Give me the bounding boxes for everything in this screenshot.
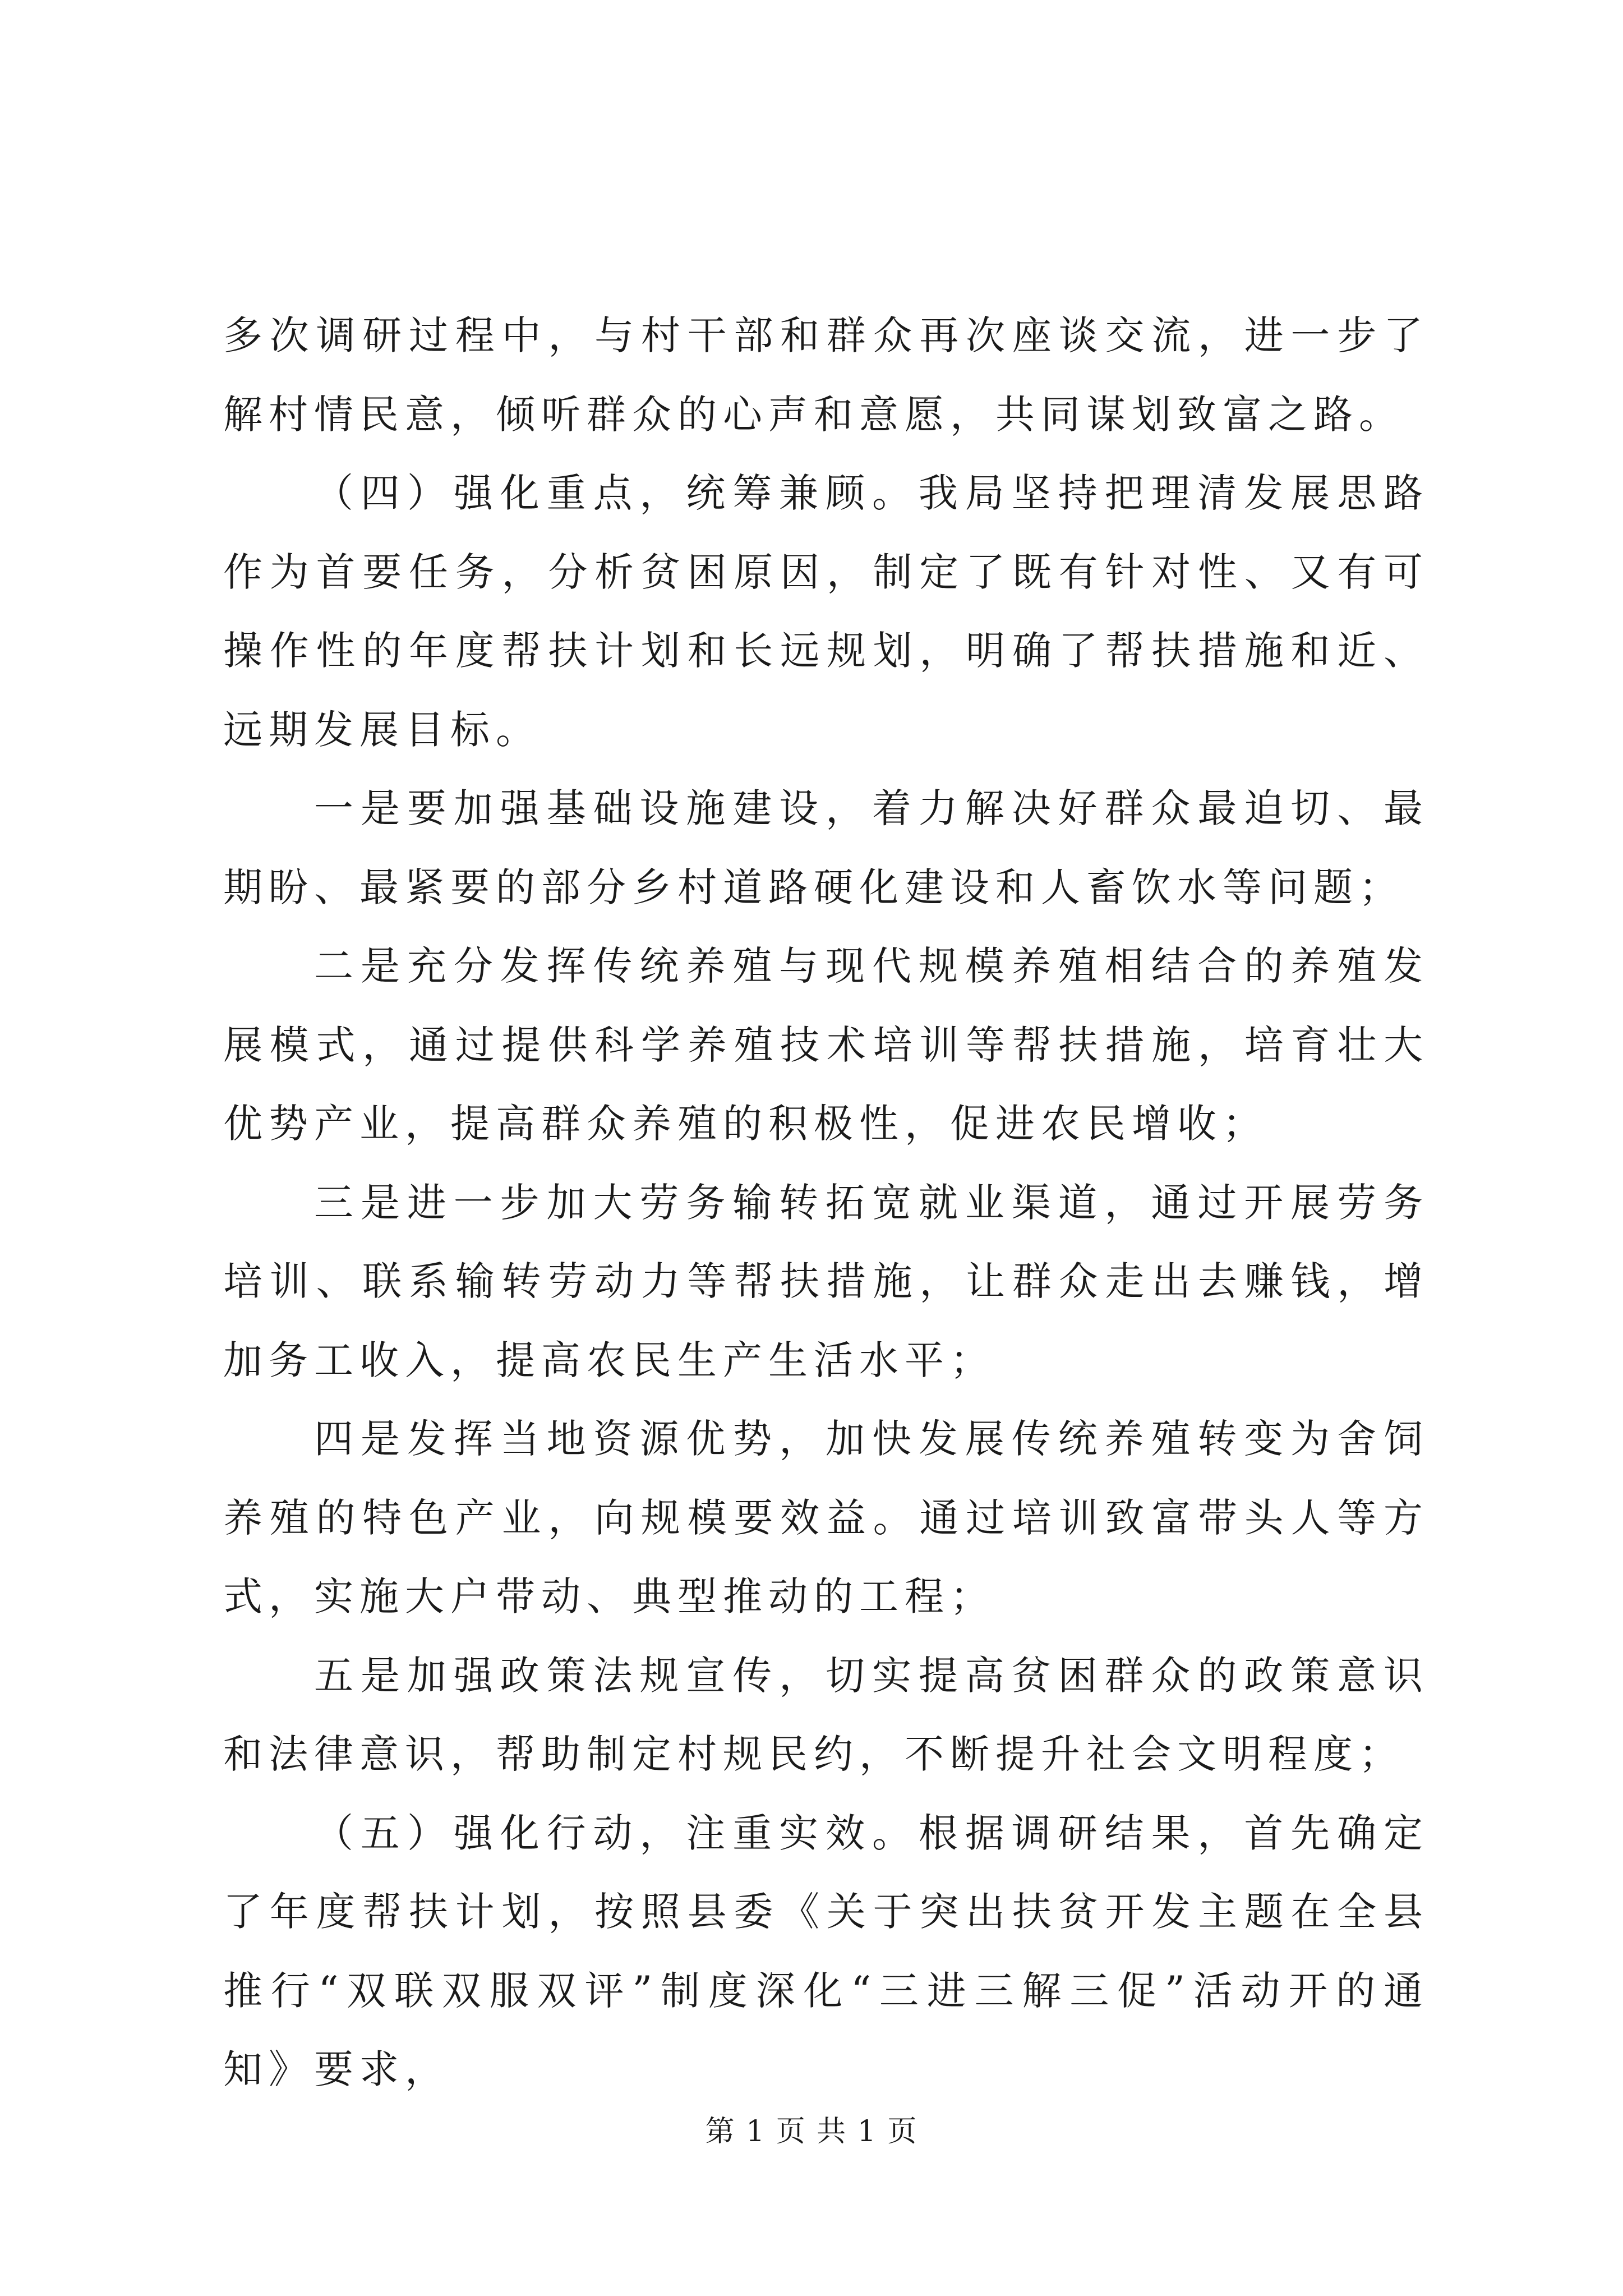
paragraph-item-three: 三是进一步加大劳务输转拓宽就业渠道，通过开展劳务培训、联系输转劳动力等帮扶措施，让群众走出去赚钱，增加务工收入，提高农民生产生活水平； [223, 1179, 1429, 1383]
paragraph-item-four: 四是发挥当地资源优势，加快发展传统养殖转变为舍饲养殖的特色产业，向规模要效益。通过培训致富带头人等方式，实施大户带动、典型推动的工程； [223, 1416, 1429, 1619]
paragraph-item-two: 二是充分发挥传统养殖与现代规模养殖相结合的养殖发展模式，通过提供科学养殖技术培训等帮扶措施，培育壮大优势产业，提高群众养殖的积极性，促进农民增收； [223, 943, 1429, 1147]
paragraph-continuation: 多次调研过程中，与村干部和群众再次座谈交流，进一步了解村情民意，倾听群众的心声和意愿，共同谋划致富之路。 [223, 312, 1429, 438]
page-number-footer: 第 1 页 共 1 页 [705, 2115, 918, 2148]
paragraph-item-five: 五是加强政策法规宣传，切实提高贫困群众的政策意识和法律意识，帮助制定村规民约，不断提升社会文明程度； [223, 1652, 1429, 1777]
paragraph-section-four: （四）强化重点，统筹兼顾。我局坚持把理清发展思路作为首要任务，分析贫困原因，制定了既有针对性、又有可操作性的年度帮扶计划和长远规划，明确了帮扶措施和近、远期发展目标。 [223, 470, 1429, 753]
paragraph-item-one: 一是要加强基础设施建设，着力解决好群众最迫切、最期盼、最紧要的部分乡村道路硬化建设和人畜饮水等问题； [223, 785, 1429, 910]
paragraph-section-five: （五）强化行动，注重实效。根据调研结果，首先确定了年度帮扶计划，按照县委《关于突出扶贫开发主题在全县推行“双联双服双评”制度深化“三进三解三促”活动开的通知》要求， [223, 1810, 1429, 2092]
document-body [223, 296, 1429, 2109]
